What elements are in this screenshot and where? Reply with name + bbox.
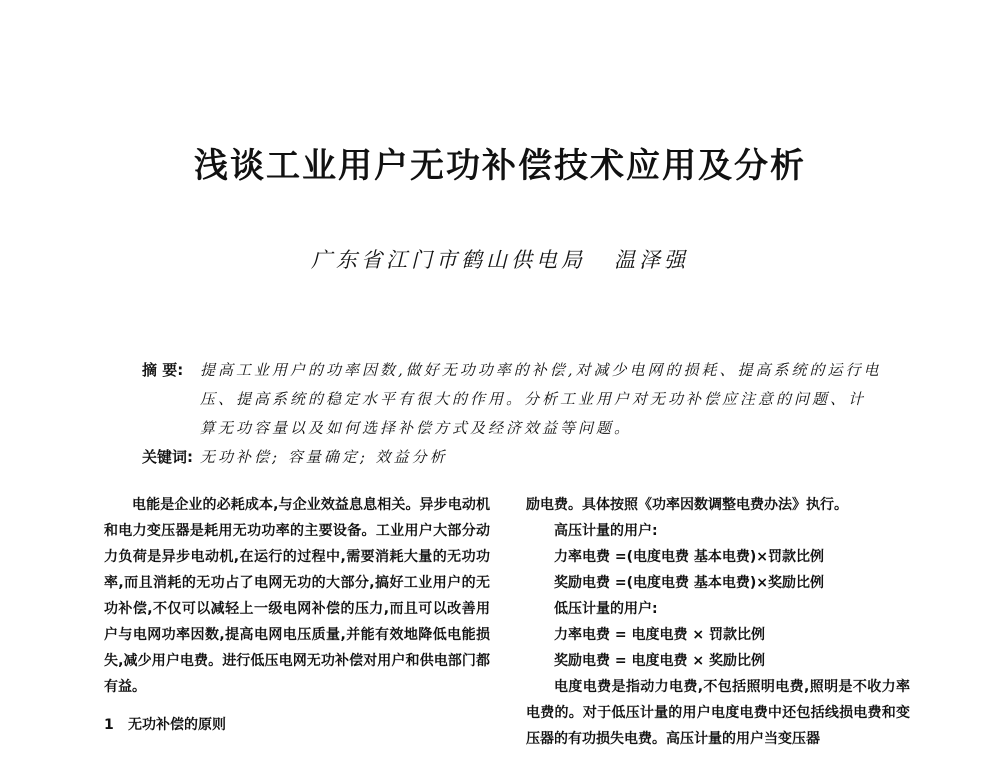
continuation-text: 励电费。具体按照《功率因数调整电费办法》执行。: [526, 497, 848, 513]
section-number: 1: [104, 717, 114, 733]
author-line: [0, 244, 1000, 274]
low-voltage-label: 低压计量的用户:: [554, 601, 658, 617]
hv-formula-reward: 奖励电费 =(电度电费 基本电费)×奖励比例: [554, 575, 825, 591]
keywords: [142, 443, 882, 472]
author-name: 温泽强: [614, 248, 689, 272]
high-voltage-label: 高压计量的用户:: [554, 523, 658, 539]
keywords-label: 关键词:: [142, 448, 193, 466]
lv-formula-reward: 奖励电费 = 电度电费 × 奖励比例: [554, 653, 765, 669]
section-title: 无功补偿的原则: [128, 717, 226, 733]
right-column: [526, 492, 910, 752]
abstract-text: 提高工业用户的功率因数,做好无功功率的补偿,对减少电网的损耗、提高系统的运行电压、提高系统的稳定水平有很大的作用。分析工业用户对无功补偿应注意的问题、计算无功容量以及如何选择补偿方式及经济效益等问题。: [200, 361, 882, 437]
lv-formula-penalty: 力率电费 = 电度电费 × 罚款比例: [554, 627, 765, 643]
abstract-label: 摘 要:: [142, 361, 184, 379]
abstract-block: [142, 356, 882, 472]
affiliation: 广东省江门市鹤山供电局: [311, 248, 586, 272]
paper-title: 浅谈工业用户无功补偿技术应用及分析: [194, 146, 806, 186]
hv-formula-penalty: 力率电费 =(电度电费 基本电费)×罚款比例: [554, 549, 825, 565]
abstract: [142, 356, 882, 443]
section-heading: [104, 712, 490, 738]
left-column: [104, 492, 490, 738]
keywords-text: 无功补偿; 容量确定; 效益分析: [200, 448, 448, 466]
intro-paragraph: 电能是企业的必耗成本,与企业效益息息相关。异步电动机和电力变压器是耗用无功功率的主要设备。工业用户大部分动力负荷是异步电动机,在运行的过程中,需要消耗大量的无功功率,而且消耗的无功占了电网无功的大部分,搞好工业用户的无功补偿,不仅可以减轻上一级电网补偿的压力,而且可以改善用户与电网功率因数,提高电网电压质量,并能有效地降低电能损失,减少用户电费。进行低压电网无功补偿对用户和供电部门都有益。: [104, 497, 490, 695]
closing-paragraph: 电度电费是指动力电费,不包括照明电费,照明是不收力率电费的。对于低压计量的用户电度电费中还包括线损电费和变压器的有功损失电费。高压计量的用户当变压器: [526, 679, 910, 747]
